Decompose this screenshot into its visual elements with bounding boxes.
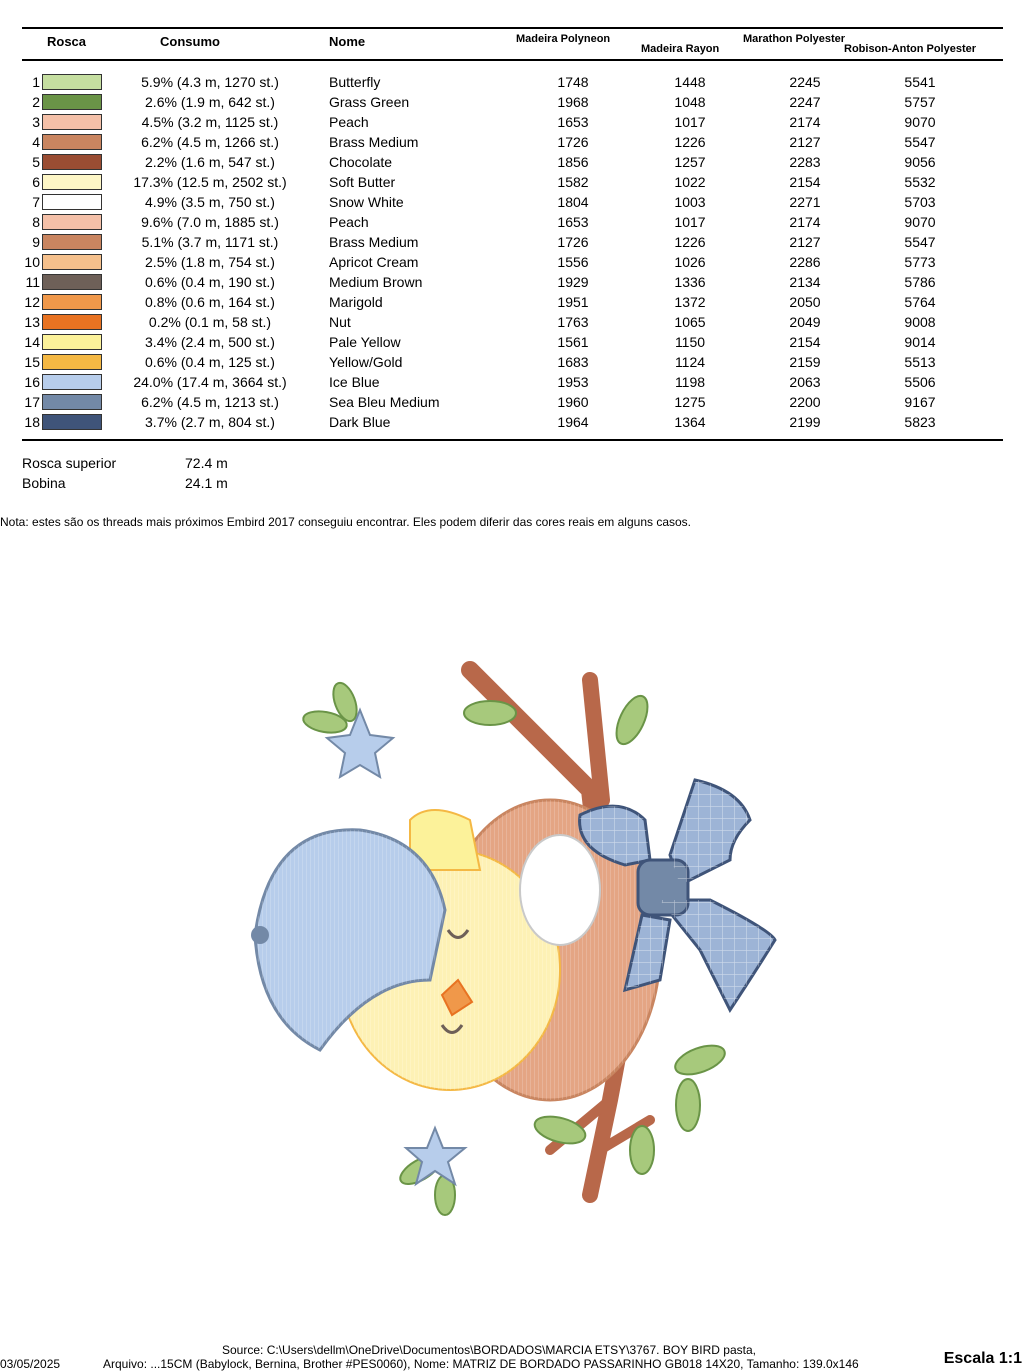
thread-number: 14	[24, 334, 40, 350]
color-swatch	[42, 134, 102, 150]
thread-number: 9	[32, 234, 40, 250]
madeira-polyneon-code: 1960	[557, 394, 589, 410]
rosca-superior-label: Rosca superior	[22, 455, 117, 471]
thread-consumption: 2.2% (1.6 m, 547 st.)	[145, 154, 275, 170]
thread-number: 12	[24, 294, 40, 310]
madeira-polyneon-code: 1804	[557, 194, 589, 210]
header-madeira-polyneon: Madeira Polyneon	[516, 33, 611, 45]
marathon-polyester-code: 2154	[789, 174, 821, 190]
madeira-rayon-code: 1017	[674, 114, 706, 130]
madeira-polyneon-code: 1653	[557, 214, 589, 230]
robison-anton-code: 9167	[904, 394, 936, 410]
madeira-polyneon-code: 1964	[557, 414, 589, 430]
color-swatch	[42, 234, 102, 250]
thread-number: 10	[24, 254, 40, 270]
footer-date: 03/05/2025	[0, 1357, 61, 1371]
color-swatch	[42, 294, 102, 310]
table-row	[0, 311, 1024, 331]
robison-anton-code: 5541	[904, 74, 936, 90]
marathon-polyester-code: 2127	[789, 234, 821, 250]
table-row	[0, 171, 1024, 191]
thread-name: Brass Medium	[329, 134, 419, 150]
thread-number: 15	[24, 354, 40, 370]
table-row	[0, 391, 1024, 411]
footer-arquivo: Arquivo: ...15CM (Babylock, Bernina, Brother #PES0060), Nome: MATRIZ DE BORDADO PASSARINHO GB018 14X20, Tamanho: 139.0x146	[103, 1357, 859, 1371]
embroidery-design-image	[230, 650, 790, 1230]
marathon-polyester-code: 2049	[789, 314, 821, 330]
color-swatch	[42, 214, 102, 230]
madeira-rayon-code: 1275	[674, 394, 706, 410]
thread-name: Snow White	[329, 194, 404, 210]
thread-number: 17	[24, 394, 40, 410]
color-swatch	[42, 254, 102, 270]
color-swatch	[42, 334, 102, 350]
robison-anton-code: 5547	[904, 134, 936, 150]
table-row	[0, 211, 1024, 231]
thread-consumption: 5.1% (3.7 m, 1171 st.)	[141, 234, 279, 250]
thread-name: Peach	[329, 114, 369, 130]
table-top-rule	[22, 27, 1003, 29]
thread-consumption: 3.4% (2.4 m, 500 st.)	[145, 334, 275, 350]
footer-scale: Escala 1:1	[943, 1350, 1022, 1367]
header-marathon-polyester: Marathon Polyester	[743, 33, 846, 45]
thread-consumption: 0.2% (0.1 m, 58 st.)	[148, 314, 272, 330]
header-robison-anton-polyester: Robison-Anton Polyester	[844, 43, 977, 55]
madeira-polyneon-code: 1763	[557, 314, 589, 330]
rosca-superior-value: 72.4 m	[185, 455, 228, 471]
robison-anton-code: 5506	[904, 374, 936, 390]
robison-anton-code: 5703	[904, 194, 936, 210]
thread-number: 5	[32, 154, 40, 170]
color-swatch	[42, 394, 102, 410]
thread-name: Butterfly	[329, 74, 381, 90]
color-swatch	[42, 274, 102, 290]
color-swatch	[42, 174, 102, 190]
header-madeira-rayon: Madeira Rayon	[641, 43, 720, 55]
thread-consumption: 6.2% (4.5 m, 1213 st.)	[141, 394, 279, 410]
thread-number: 2	[32, 94, 40, 110]
table-row	[0, 351, 1024, 371]
madeira-rayon-code: 1124	[674, 354, 706, 370]
footer-source: Source: C:\Users\dellm\OneDrive\Documentos\BORDADOS\MARCIA ETSY\3767. BOY BIRD pasta,	[222, 1343, 756, 1357]
madeira-polyneon-code: 1953	[557, 374, 589, 390]
thread-consumption: 24.0% (17.4 m, 3664 st.)	[133, 374, 287, 390]
robison-anton-code: 9014	[904, 334, 936, 350]
thread-number: 18	[24, 414, 40, 430]
marathon-polyester-code: 2283	[789, 154, 821, 170]
thread-consumption: 6.2% (4.5 m, 1266 st.)	[141, 134, 279, 150]
madeira-rayon-code: 1257	[674, 154, 706, 170]
madeira-rayon-code: 1150	[674, 334, 706, 350]
thread-number: 8	[32, 214, 40, 230]
thread-name: Pale Yellow	[329, 334, 401, 350]
thread-name: Brass Medium	[329, 234, 419, 250]
madeira-rayon-code: 1226	[674, 134, 706, 150]
thread-name: Chocolate	[329, 154, 393, 170]
bobina-label: Bobina	[22, 475, 66, 491]
color-swatch	[42, 94, 102, 110]
robison-anton-code: 5773	[904, 254, 936, 270]
thread-name: Soft Butter	[329, 174, 396, 190]
color-swatch	[42, 314, 102, 330]
thread-name: Apricot Cream	[329, 254, 419, 270]
marathon-polyester-code: 2063	[789, 374, 821, 390]
table-row	[0, 251, 1024, 271]
note-text: Nota: estes são os threads mais próximos Embird 2017 conseguiu encontrar. Eles podem diferir das cores reais em alguns casos.	[0, 515, 692, 529]
marathon-polyester-code: 2134	[789, 274, 821, 290]
marathon-polyester-code: 2154	[789, 334, 821, 350]
madeira-rayon-code: 1336	[674, 274, 706, 290]
madeira-polyneon-code: 1683	[557, 354, 589, 370]
madeira-rayon-code: 1022	[674, 174, 706, 190]
table-row	[0, 331, 1024, 351]
thread-number: 4	[32, 134, 40, 150]
marathon-polyester-code: 2271	[789, 194, 821, 210]
header-consumo: Consumo	[160, 34, 220, 49]
madeira-polyneon-code: 1748	[557, 74, 589, 90]
thread-number: 6	[32, 174, 40, 190]
table-row	[0, 71, 1024, 91]
thread-number: 1	[32, 74, 40, 90]
thread-consumption: 4.5% (3.2 m, 1125 st.)	[141, 114, 279, 130]
thread-consumption: 5.9% (4.3 m, 1270 st.)	[141, 74, 279, 90]
table-header-rule	[22, 59, 1003, 61]
color-swatch	[42, 154, 102, 170]
table-row	[0, 131, 1024, 151]
color-swatch	[42, 74, 102, 90]
madeira-rayon-code: 1065	[674, 314, 706, 330]
bobina-value: 24.1 m	[185, 475, 228, 491]
marathon-polyester-code: 2245	[789, 74, 821, 90]
thread-name: Ice Blue	[329, 374, 380, 390]
header-nome: Nome	[329, 34, 366, 49]
color-swatch	[42, 114, 102, 130]
thread-name: Sea Bleu Medium	[329, 394, 440, 410]
robison-anton-code: 5532	[904, 174, 936, 190]
thread-number: 16	[24, 374, 40, 390]
thread-consumption: 4.9% (3.5 m, 750 st.)	[145, 194, 275, 210]
table-bottom-rule	[22, 439, 1003, 441]
madeira-polyneon-code: 1951	[557, 294, 589, 310]
robison-anton-code: 5757	[904, 94, 936, 110]
thread-name: Peach	[329, 214, 369, 230]
thread-number: 13	[24, 314, 40, 330]
thread-consumption: 9.6% (7.0 m, 1885 st.)	[141, 214, 279, 230]
madeira-polyneon-code: 1653	[557, 114, 589, 130]
thread-consumption: 17.3% (12.5 m, 2502 st.)	[133, 174, 287, 190]
robison-anton-code: 5513	[904, 354, 936, 370]
color-swatch	[42, 414, 102, 430]
thread-name: Nut	[329, 314, 351, 330]
madeira-polyneon-code: 1856	[557, 154, 589, 170]
robison-anton-code: 5786	[904, 274, 936, 290]
marathon-polyester-code: 2174	[789, 214, 821, 230]
marathon-polyester-code: 2174	[789, 114, 821, 130]
madeira-rayon-code: 1017	[674, 214, 706, 230]
table-row	[0, 151, 1024, 171]
madeira-polyneon-code: 1726	[557, 234, 589, 250]
marathon-polyester-code: 2200	[789, 394, 821, 410]
robison-anton-code: 5764	[904, 294, 936, 310]
thread-name: Grass Green	[329, 94, 410, 110]
color-swatch	[42, 354, 102, 370]
marathon-polyester-code: 2159	[789, 354, 821, 370]
robison-anton-code: 5547	[904, 234, 936, 250]
table-row	[0, 91, 1024, 111]
table-row	[0, 111, 1024, 131]
marathon-polyester-code: 2127	[789, 134, 821, 150]
table-row	[0, 191, 1024, 211]
table-row	[0, 271, 1024, 291]
marathon-polyester-code: 2247	[789, 94, 821, 110]
table-row	[0, 231, 1024, 251]
robison-anton-code: 9070	[904, 214, 936, 230]
madeira-rayon-code: 1448	[674, 74, 706, 90]
thread-consumption: 0.6% (0.4 m, 125 st.)	[145, 354, 275, 370]
table-row	[0, 291, 1024, 311]
madeira-polyneon-code: 1582	[557, 174, 589, 190]
thread-consumption: 0.6% (0.4 m, 190 st.)	[145, 274, 275, 290]
madeira-rayon-code: 1364	[674, 414, 706, 430]
table-row	[0, 411, 1024, 431]
marathon-polyester-code: 2199	[789, 414, 821, 430]
table-row	[0, 371, 1024, 391]
thread-number: 7	[32, 194, 40, 210]
robison-anton-code: 9070	[904, 114, 936, 130]
madeira-polyneon-code: 1968	[557, 94, 589, 110]
color-swatch	[42, 194, 102, 210]
madeira-rayon-code: 1198	[674, 374, 706, 390]
madeira-rayon-code: 1048	[674, 94, 706, 110]
thread-consumption: 0.8% (0.6 m, 164 st.)	[145, 294, 275, 310]
madeira-rayon-code: 1226	[674, 234, 706, 250]
madeira-polyneon-code: 1561	[557, 334, 589, 350]
marathon-polyester-code: 2286	[789, 254, 821, 270]
color-swatch	[42, 374, 102, 390]
madeira-rayon-code: 1003	[674, 194, 706, 210]
robison-anton-code: 9056	[904, 154, 936, 170]
robison-anton-code: 5823	[904, 414, 936, 430]
madeira-rayon-code: 1026	[674, 254, 706, 270]
header-rosca: Rosca	[47, 34, 87, 49]
thread-consumption: 2.6% (1.9 m, 642 st.)	[145, 94, 275, 110]
madeira-rayon-code: 1372	[674, 294, 706, 310]
thread-name: Marigold	[329, 294, 383, 310]
thread-name: Medium Brown	[329, 274, 423, 290]
thread-consumption: 3.7% (2.7 m, 804 st.)	[145, 414, 275, 430]
madeira-polyneon-code: 1726	[557, 134, 589, 150]
madeira-polyneon-code: 1556	[557, 254, 589, 270]
thread-name: Dark Blue	[329, 414, 391, 430]
madeira-polyneon-code: 1929	[557, 274, 589, 290]
robison-anton-code: 9008	[904, 314, 936, 330]
marathon-polyester-code: 2050	[789, 294, 821, 310]
thread-consumption: 2.5% (1.8 m, 754 st.)	[145, 254, 275, 270]
thread-number: 11	[25, 274, 40, 290]
thread-name: Yellow/Gold	[329, 354, 403, 370]
thread-number: 3	[32, 114, 40, 130]
